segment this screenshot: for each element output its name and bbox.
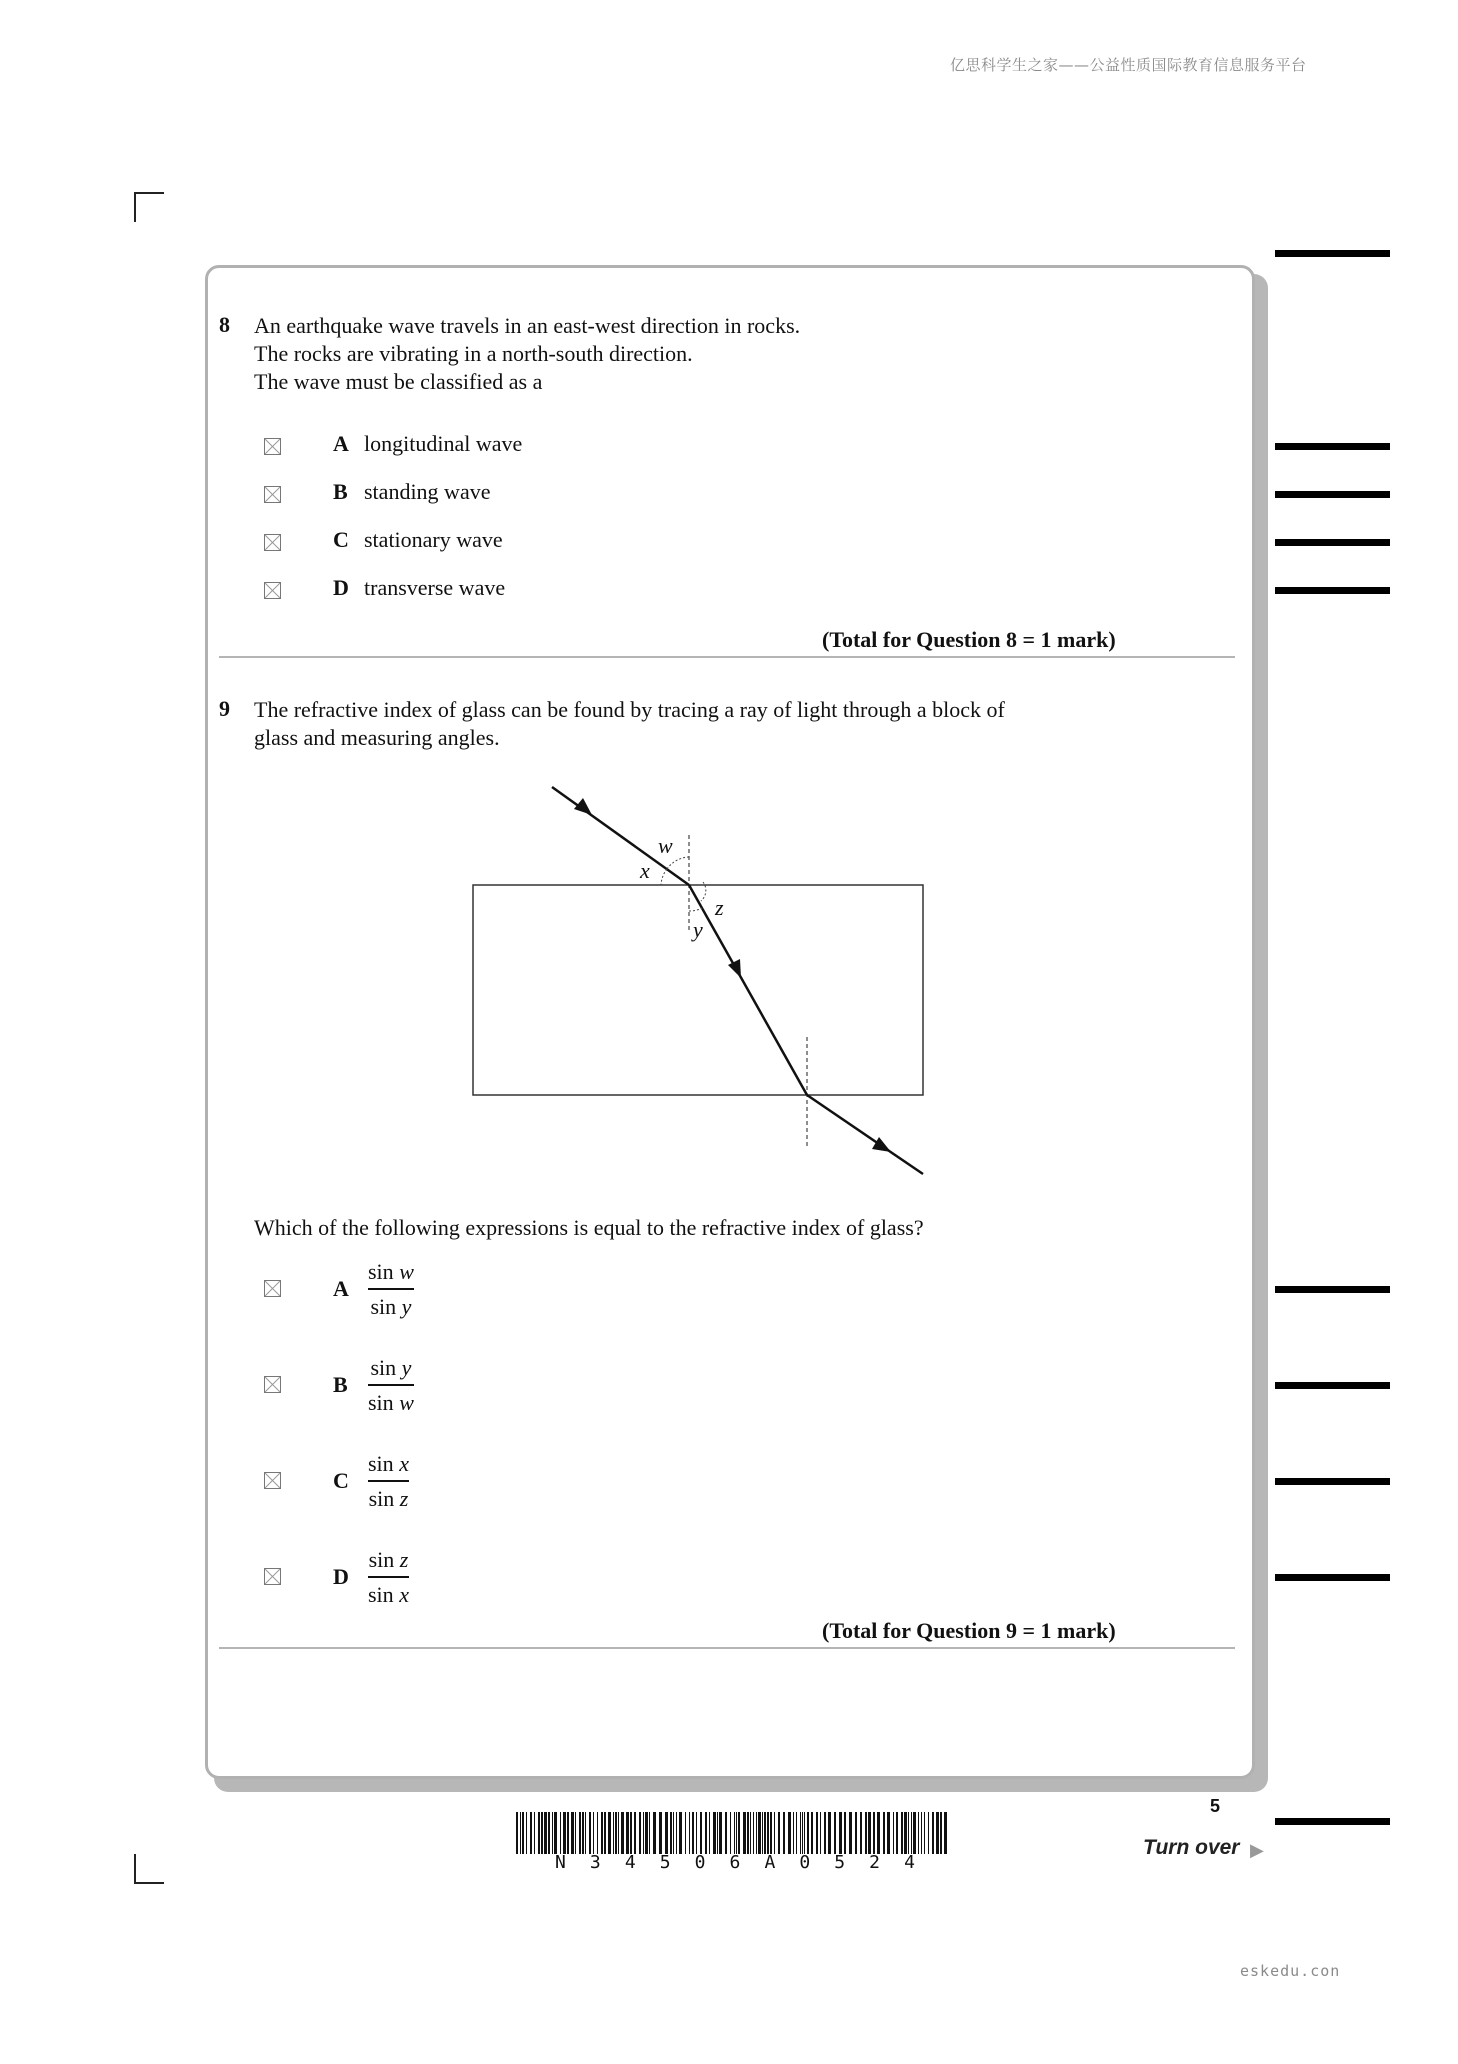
barcode-bar <box>541 1812 543 1854</box>
fraction-bar <box>368 1384 414 1386</box>
question-9-line-1: The refractive index of glass can be found by tracing a ray of light through a block of <box>254 697 1005 722</box>
barcode-bar <box>700 1812 702 1854</box>
footer-watermark: eskedu.con <box>1240 1962 1341 1980</box>
barcode-char: 4 <box>624 1852 636 1873</box>
barcode-char: 3 <box>589 1852 601 1873</box>
q9-option-a-num-fn: sin <box>368 1259 394 1284</box>
barcode-bar <box>932 1812 934 1854</box>
barcode-bar <box>828 1812 831 1854</box>
header-watermark: 亿思科学生之家——公益性质国际教育信息服务平台 <box>950 56 1307 74</box>
question-9-divider <box>219 1647 1235 1649</box>
barcode-bar <box>725 1812 727 1854</box>
q9-option-d-den-fn: sin <box>368 1581 394 1607</box>
q9-option-b-letter: B <box>333 1372 348 1397</box>
barcode-bar <box>713 1812 716 1854</box>
barcode-bar <box>802 1812 803 1854</box>
barcode-bar <box>526 1812 527 1854</box>
fraction-bar <box>368 1480 409 1482</box>
barcode-bar <box>719 1812 722 1854</box>
barcode-bar <box>544 1812 547 1854</box>
barcode-char: N <box>555 1852 566 1873</box>
barcode-bar <box>615 1812 617 1854</box>
question-8-line-1: An earthquake wave travels in an east-west direction in rocks. <box>254 313 801 338</box>
barcode-bar <box>750 1812 751 1854</box>
barcode-bar <box>626 1812 629 1854</box>
barcode-bar <box>516 1812 518 1854</box>
barcode-bar <box>764 1812 766 1854</box>
q9-option-c-letter: C <box>333 1468 349 1493</box>
barcode-bar <box>911 1812 912 1854</box>
q8-option-d-letter: D <box>333 575 349 600</box>
q9-option-c-den-fn: sin <box>368 1485 395 1511</box>
barcode-bar <box>567 1812 569 1854</box>
barcode-bar <box>520 1812 521 1854</box>
barcode-char: 2 <box>869 1852 880 1873</box>
q9-option-d-num-var: z <box>399 1547 409 1572</box>
barcode-bar <box>800 1812 801 1854</box>
barcode-bar <box>887 1812 890 1854</box>
q8-option-a-letter: A <box>333 431 349 456</box>
barcode-bar <box>820 1812 821 1854</box>
barcode-bar <box>849 1812 852 1854</box>
barcode-bar <box>621 1812 624 1854</box>
refraction-diagram <box>460 775 940 1185</box>
barcode-bar <box>634 1812 636 1854</box>
q9-option-d-num-fn: sin <box>368 1547 395 1572</box>
barcode-bar <box>883 1812 885 1854</box>
barcode-bar <box>530 1812 532 1854</box>
barcode-bar <box>839 1812 842 1854</box>
edge-bar <box>1275 1478 1390 1485</box>
barcode-bar <box>743 1812 746 1854</box>
barcode-bar <box>552 1812 553 1854</box>
barcode-bar <box>774 1812 775 1854</box>
question-9-total: (Total for Question 9 = 1 mark) <box>822 1618 1116 1643</box>
question-8-line-3: The wave must be classified as a <box>254 369 543 394</box>
q9-option-d-checkbox[interactable] <box>264 1568 281 1585</box>
edge-bar <box>1275 587 1390 594</box>
barcode-bar <box>696 1812 697 1854</box>
barcode-bar <box>601 1812 603 1854</box>
barcode-bar <box>670 1812 672 1854</box>
barcode-bar <box>579 1812 581 1854</box>
barcode-bar <box>756 1812 757 1854</box>
barcode-bar <box>811 1812 813 1854</box>
barcode-bar <box>659 1812 662 1854</box>
barcode-bar <box>770 1812 772 1854</box>
barcode-bar <box>692 1812 694 1854</box>
q9-option-c-checkbox[interactable] <box>264 1472 281 1489</box>
barcode-char: 5 <box>834 1852 846 1873</box>
barcode-bar <box>873 1812 875 1854</box>
emergent-ray-arrow <box>872 1137 891 1152</box>
edge-bar <box>1275 1574 1390 1581</box>
question-9-number: 9 <box>219 696 230 721</box>
barcode-bar <box>563 1812 566 1854</box>
barcode-bar <box>593 1812 594 1854</box>
fraction-bar <box>368 1288 414 1290</box>
q8-option-b-letter: B <box>333 479 348 504</box>
barcode-bar <box>709 1812 710 1854</box>
q9-option-d-den-var: x <box>399 1581 409 1607</box>
barcode-bar <box>649 1812 650 1854</box>
barcode-bar <box>589 1812 591 1854</box>
q8-option-b-checkbox[interactable] <box>264 486 281 503</box>
q9-option-d-letter: D <box>333 1564 349 1589</box>
q9-option-c-num-var: x <box>399 1451 409 1476</box>
angle-w-arc <box>667 857 689 869</box>
barcode-digits <box>555 1852 915 1873</box>
edge-bar <box>1275 1286 1390 1293</box>
crop-mark-bottom-horizontal <box>134 1882 164 1884</box>
emergent-ray <box>807 1095 923 1174</box>
barcode-bar <box>747 1812 749 1854</box>
question-9-line-2: glass and measuring angles. <box>254 725 500 750</box>
barcode-char: 0 <box>799 1852 811 1873</box>
barcode-bar <box>816 1812 818 1854</box>
barcode-bar <box>844 1812 846 1854</box>
barcode-bar <box>753 1812 754 1854</box>
barcode-bar <box>665 1812 668 1854</box>
barcode-bar <box>793 1812 794 1854</box>
barcode-bar <box>604 1812 606 1854</box>
angle-w-label: w <box>658 833 673 858</box>
barcode-bar <box>944 1812 947 1854</box>
refracted-ray <box>689 885 807 1095</box>
barcode-bar <box>928 1812 929 1854</box>
angle-x-arc <box>661 869 667 885</box>
barcode-bar <box>717 1812 718 1854</box>
barcode-bar <box>685 1812 686 1854</box>
barcode-bar <box>705 1812 707 1854</box>
barcode-bar <box>788 1812 791 1854</box>
q9-option-a-fraction <box>368 1258 414 1321</box>
barcode-bar <box>807 1812 809 1854</box>
barcode-bar <box>908 1812 909 1854</box>
q8-option-d-text: transverse wave <box>364 575 506 600</box>
barcode-bar <box>901 1812 903 1854</box>
crop-mark-top-vertical <box>134 192 136 222</box>
q8-option-a-checkbox[interactable] <box>264 438 281 455</box>
barcode-bar <box>645 1812 648 1854</box>
crop-mark-top-horizontal <box>134 192 164 194</box>
edge-bar <box>1275 1382 1390 1389</box>
q8-option-a-text: longitudinal wave <box>364 431 523 456</box>
edge-bar <box>1275 539 1390 546</box>
barcode-bar <box>796 1812 797 1854</box>
q9-option-d-fraction <box>368 1546 409 1609</box>
barcode-bar <box>758 1812 761 1854</box>
barcode-bar <box>585 1812 586 1854</box>
barcode-bar <box>608 1812 611 1854</box>
q9-option-a-den-fn: sin <box>370 1293 397 1319</box>
barcode <box>514 1812 952 1854</box>
barcode-char: 4 <box>904 1852 915 1873</box>
barcode-bar <box>804 1812 805 1854</box>
crop-mark-bottom-vertical <box>134 1854 136 1884</box>
barcode-bar <box>913 1812 916 1854</box>
q9-option-b-den-var: w <box>399 1389 414 1415</box>
barcode-bar <box>613 1812 614 1854</box>
q8-option-d-checkbox[interactable] <box>264 582 281 599</box>
barcode-bar <box>940 1812 942 1854</box>
barcode-char: 0 <box>694 1852 706 1873</box>
barcode-bar <box>534 1812 535 1854</box>
barcode-bar <box>679 1812 682 1854</box>
barcode-char: 6 <box>729 1852 741 1873</box>
q9-option-b-num-fn: sin <box>370 1355 397 1380</box>
question-8-line-2: The rocks are vibrating in a north-south direction. <box>254 341 693 366</box>
barcode-bar <box>575 1812 576 1854</box>
question-8-number: 8 <box>219 312 230 337</box>
q9-option-c-num-fn: sin <box>368 1451 394 1476</box>
q9-option-b-fraction <box>368 1354 414 1417</box>
barcode-bar <box>778 1812 780 1854</box>
barcode-bar <box>860 1812 862 1854</box>
barcode-bar <box>673 1812 674 1854</box>
barcode-bar <box>734 1812 735 1854</box>
barcode-bar <box>560 1812 561 1854</box>
q9-option-a-letter: A <box>333 1276 349 1301</box>
barcode-bar <box>582 1812 584 1854</box>
turn-over-arrow-icon: ▶ <box>1250 1840 1264 1860</box>
barcode-bar <box>865 1812 867 1854</box>
barcode-bar <box>767 1812 769 1854</box>
edge-bar <box>1275 250 1390 257</box>
edge-bar <box>1275 491 1390 498</box>
barcode-bar <box>597 1812 598 1854</box>
barcode-bar <box>877 1812 880 1854</box>
barcode-bar <box>921 1812 922 1854</box>
barcode-char: 5 <box>659 1852 671 1873</box>
barcode-bar <box>918 1812 919 1854</box>
barcode-bar <box>783 1812 785 1854</box>
barcode-bar <box>639 1812 641 1854</box>
barcode-bar <box>643 1812 644 1854</box>
q9-option-c-den-var: z <box>399 1485 409 1511</box>
angle-y-label: y <box>693 917 703 942</box>
barcode-bar <box>824 1812 826 1854</box>
page-number: 5 <box>1210 1796 1221 1816</box>
fraction-bar <box>368 1576 409 1578</box>
barcode-bar <box>855 1812 857 1854</box>
angle-z-label: z <box>715 895 724 920</box>
edge-bar <box>1275 443 1390 450</box>
angle-y-arc <box>689 908 702 911</box>
q9-option-a-checkbox[interactable] <box>264 1280 281 1297</box>
barcode-bar <box>834 1812 836 1854</box>
barcode-bar <box>676 1812 677 1854</box>
barcode-bar <box>896 1812 898 1854</box>
q9-option-b-den-fn: sin <box>368 1389 394 1415</box>
barcode-bar <box>738 1812 740 1854</box>
q8-option-b-text: standing wave <box>364 479 491 504</box>
barcode-bar <box>936 1812 939 1854</box>
q9-option-c-fraction <box>368 1450 409 1513</box>
barcode-bar <box>689 1812 690 1854</box>
edge-bar <box>1275 1818 1390 1825</box>
barcode-bar <box>548 1812 550 1854</box>
barcode-bar <box>653 1812 656 1854</box>
q8-option-c-text: stationary wave <box>364 527 503 552</box>
barcode-bar <box>538 1812 540 1854</box>
incident-ray-arrow <box>574 798 592 815</box>
barcode-bar <box>618 1812 619 1854</box>
barcode-char: A <box>764 1852 776 1873</box>
refracted-ray-arrow <box>728 959 741 978</box>
barcode-bar <box>554 1812 557 1854</box>
barcode-bar <box>736 1812 737 1854</box>
barcode-bar <box>868 1812 871 1854</box>
barcode-bar <box>924 1812 925 1854</box>
barcode-bar <box>630 1812 632 1854</box>
question-9-prompt: Which of the following expressions is equal to the refractive index of glass? <box>254 1215 924 1240</box>
question-8-total: (Total for Question 8 = 1 mark) <box>822 627 1116 652</box>
q9-option-a-den-var: y <box>401 1293 412 1319</box>
barcode-bar <box>522 1812 524 1854</box>
turn-over-label: Turn over <box>1143 1836 1240 1859</box>
barcode-bar <box>730 1812 731 1854</box>
question-8-divider <box>219 656 1235 658</box>
barcode-bar <box>571 1812 574 1854</box>
q9-option-b-num-var: y <box>401 1355 412 1380</box>
barcode-bar <box>893 1812 894 1854</box>
barcode-bar <box>762 1812 763 1854</box>
q8-option-c-letter: C <box>333 527 349 552</box>
q8-option-c-checkbox[interactable] <box>264 534 281 551</box>
q9-option-b-checkbox[interactable] <box>264 1376 281 1393</box>
q9-option-a-num-var: w <box>399 1259 414 1284</box>
barcode-bar <box>904 1812 907 1854</box>
angle-x-label: x <box>640 858 650 883</box>
